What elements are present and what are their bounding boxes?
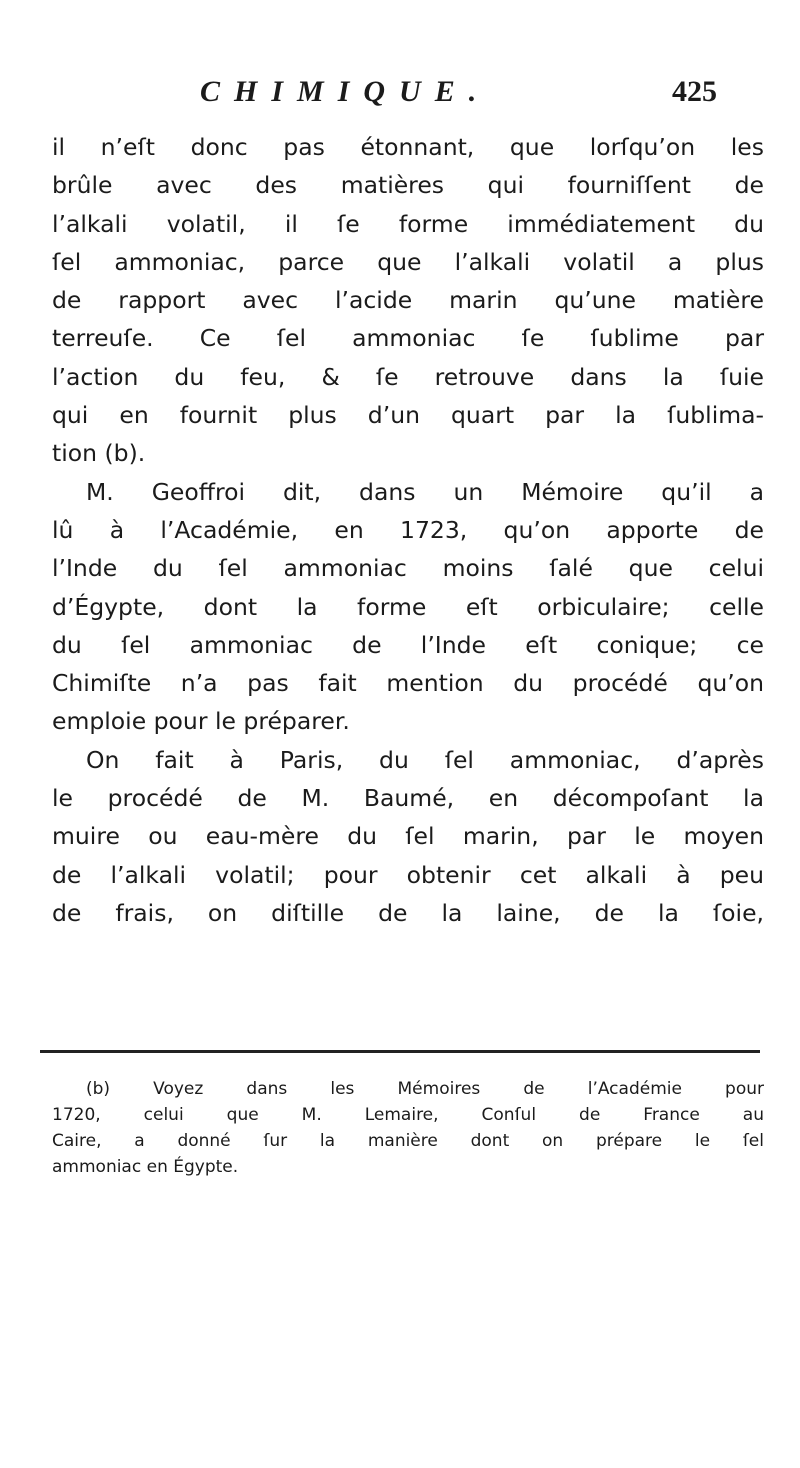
paragraph-1 xyxy=(52,128,764,473)
text-line: muire ou eau-mère du ſel marin, par le moyen xyxy=(52,822,764,851)
text-line: On fait à Paris, du ſel ammoniac, d’après xyxy=(86,745,764,774)
running-title: CHIMIQUE. xyxy=(200,75,491,108)
text-line: emploie pour le préparer. xyxy=(52,707,350,736)
text-line: l’action du feu, & ſe retrouve dans la ſuie xyxy=(52,362,764,391)
text-line: lû à l’Académie, en 1723, qu’on apporte de xyxy=(52,515,764,544)
footnote-rule xyxy=(40,1050,760,1053)
text-line: terreuſe. Ce ſel ammoniac ſe ſublime par xyxy=(52,324,764,353)
text-line: il n’eſt donc pas étonnant, que lorſqu’on les xyxy=(52,133,764,161)
footnote-line: Caire, a donné ſur la manière dont on prépare le ſel xyxy=(52,1131,764,1151)
text-line: qui en fournit plus d’un quart par la ſublima- xyxy=(52,401,764,430)
text-line: M. Geoffroi dit, dans un Mémoire qu’il a xyxy=(86,477,764,506)
page-number: 425 xyxy=(672,75,717,108)
text-line: du ſel ammoniac de l’Inde eſt conique; ce xyxy=(52,630,764,659)
text-line: d’Égypte, dont la forme eſt orbiculaire; celle xyxy=(52,592,764,621)
text-line: Chimiſte n’a pas fait mention du procédé qu’on xyxy=(52,669,764,698)
running-head xyxy=(0,72,800,112)
body-text xyxy=(52,128,764,932)
text-line: l’Inde du ſel ammoniac moins ſalé que celui xyxy=(52,554,764,583)
text-line: le procédé de M. Baumé, en décompoſant la xyxy=(52,784,764,813)
footnote xyxy=(52,1076,764,1180)
footnote-line: ammoniac en Égypte. xyxy=(52,1157,239,1177)
paragraph-2 xyxy=(52,473,764,741)
text-line: de l’alkali volatil; pour obtenir cet alkali à peu xyxy=(52,860,764,889)
footnote-line: (b) Voyez dans les Mémoires de l’Académie pour xyxy=(86,1079,764,1099)
paragraph-3 xyxy=(52,741,764,932)
text-line: ſel ammoniac, parce que l’alkali volatil a plus xyxy=(52,247,764,276)
text-line: de frais, on diſtille de la laine, de la ſoie, xyxy=(52,898,764,927)
footnote-line: 1720, celui que M. Lemaire, Conſul de France au xyxy=(52,1105,764,1125)
text-line: l’alkali volatil, il ſe forme immédiatement du xyxy=(52,209,764,238)
text-line: de rapport avec l’acide marin qu’une matière xyxy=(52,286,764,315)
text-line: brûle avec des matières qui fourniſſent de xyxy=(52,171,764,200)
text-line: tion (b). xyxy=(52,439,146,468)
